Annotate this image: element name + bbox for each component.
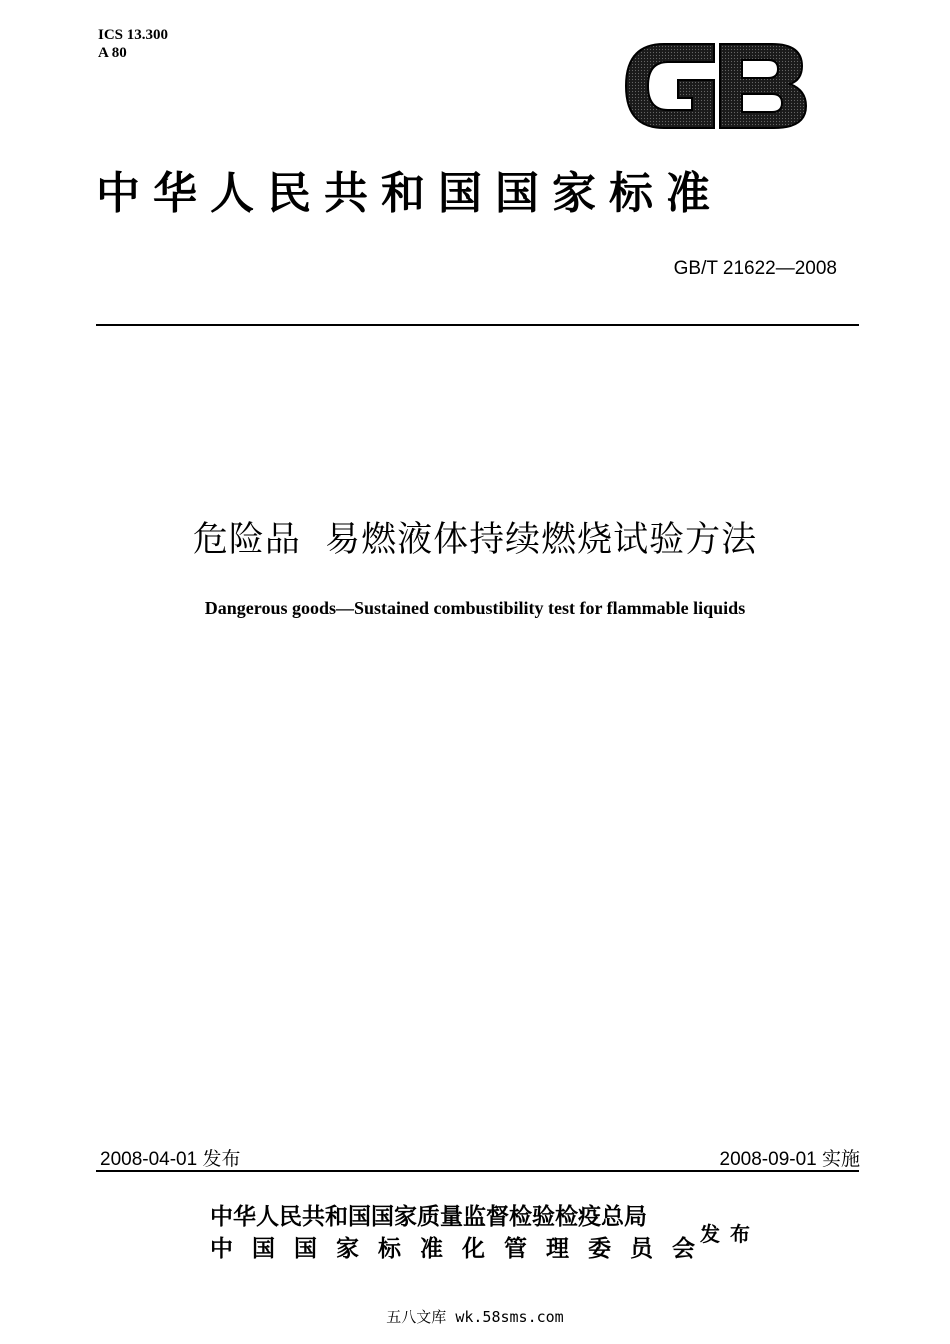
issuer-line-2: 中国国家标准化管理委员会	[210, 1235, 714, 1262]
bottom-divider	[96, 1170, 859, 1172]
top-divider	[96, 324, 859, 326]
publish-label: 发布	[700, 1222, 760, 1246]
document-title-en: Dangerous goods—Sustained combustibility test for flammable liquids	[204, 598, 746, 618]
standard-number: GB/T 21622—2008	[673, 258, 837, 279]
ics-code: ICS 13.300	[98, 27, 169, 43]
logo-letter-b	[720, 44, 806, 128]
gb-logo	[622, 36, 808, 136]
issuer-line-1: 中华人民共和国国家质量监督检验检疫总局	[210, 1203, 647, 1230]
issue-date: 2008-04-01 发布	[100, 1149, 241, 1170]
class-code: A 80	[98, 45, 127, 61]
classification-codes	[98, 26, 168, 62]
standard-title: 中华人民共和国国家标准	[96, 168, 723, 219]
implementation-date: 2008-09-01 实施	[719, 1149, 860, 1170]
document-title-cn: 危险品 易燃液体持续燃烧试验方法	[192, 520, 758, 560]
logo-letter-g	[626, 44, 714, 128]
footer-watermark: 五八文库 wk.58sms.com	[386, 1308, 564, 1326]
